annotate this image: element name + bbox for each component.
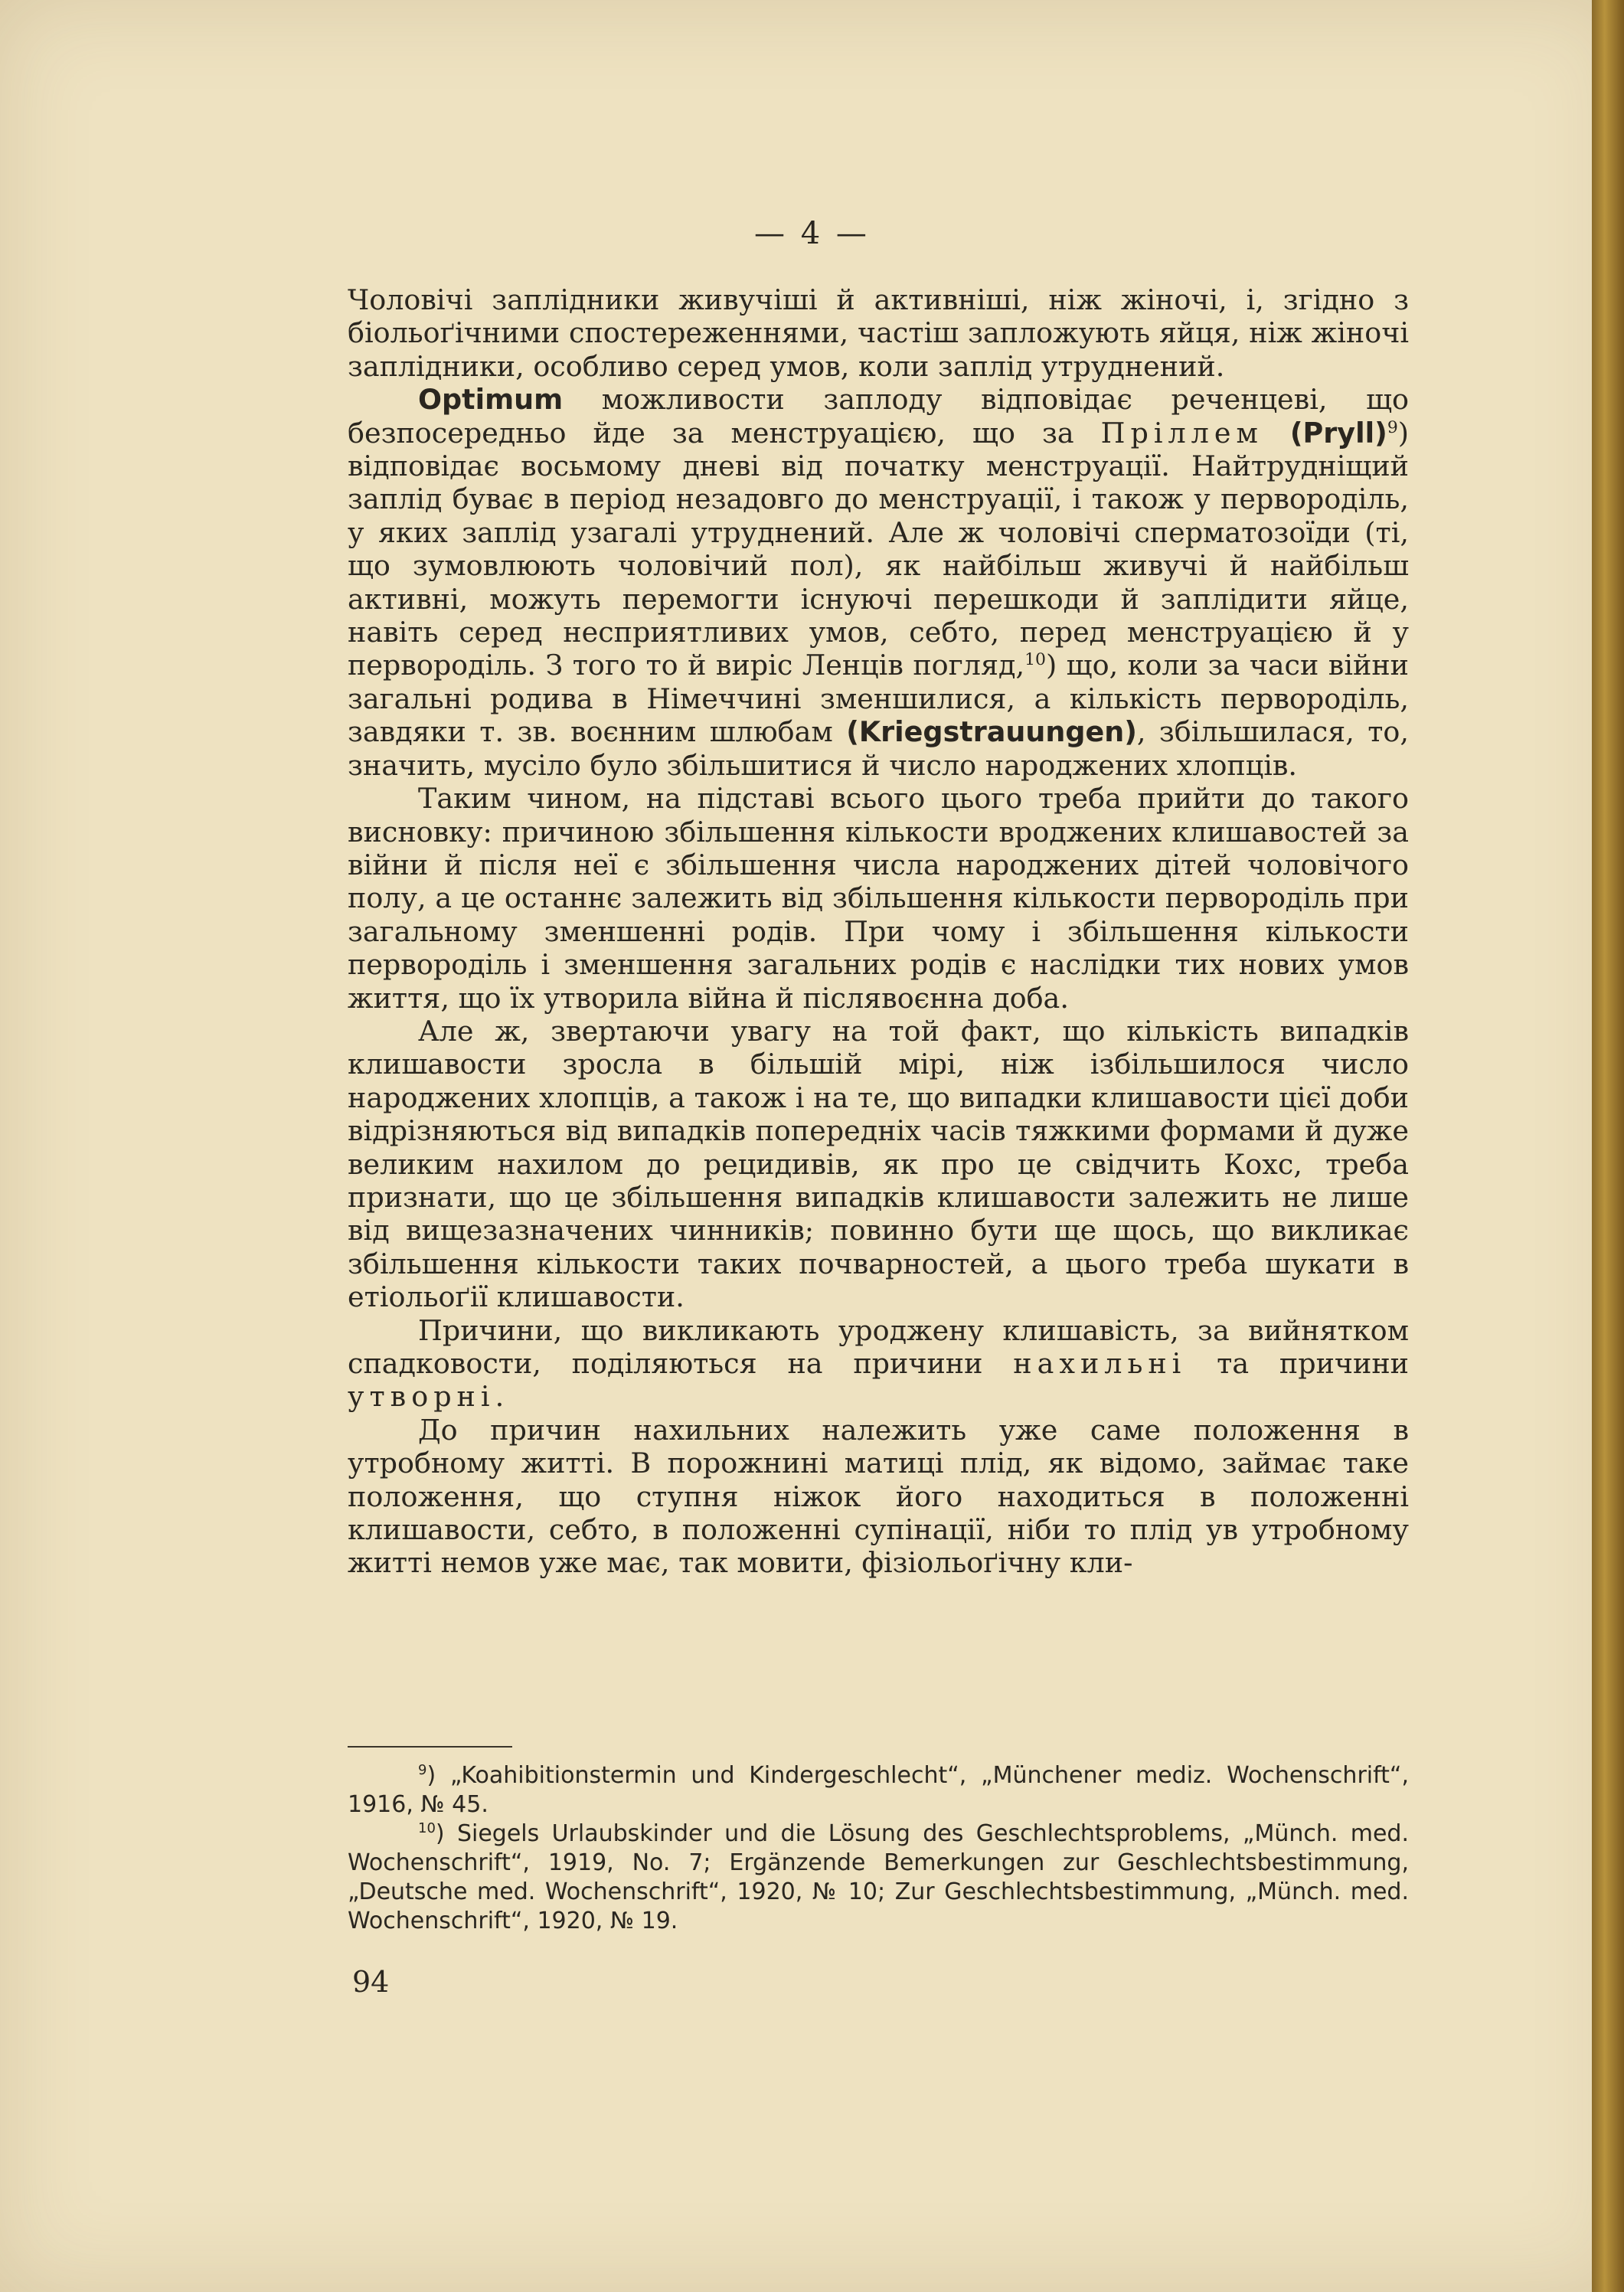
- footnote-9: [348, 1761, 1409, 1820]
- paragraph-5-part-c: .: [495, 1380, 505, 1414]
- footnote-9-text: ) „Koahibitionstermin und Kindergeschlecht“, „Münchener mediz. Wochenschrift“, 1916, № 45.: [348, 1762, 1409, 1818]
- paragraph-2: Optimum можливости заплоду відповідає реченцеві, що безпосередньо йде за менструацією, що за Пріллем (Pryll)$^9$) відповідає восьмому дневі від початку менструації. Найтрудніщий заплід буває в період незадовго до менструації, і також у первороділь, у яких заплід узагалі утруднений. Але ж чоловічі сперматозоїди (ті, що зумовлюють чоловічий пол), як найбільш живучі й найбільш активні, можуть перемогти існуючі перешкоди й заплідити яйце, навіть серед несприятливих умов, себто, перед менструацією й у первороділь. З того то й виріс Ленців погляд,$^{10}$) що, коли за часи війни загальні родива в Німеччині зменшилися, а кількість первороділь, завдяки т. зв. воєнним шлюбам (Kriegstrauungen), збільшилася, то, значить, мусіло було збільшитися й число народжених хлопців.: [348, 383, 1409, 782]
- footnote-divider: [348, 1746, 512, 1748]
- word-utvorni: утворні: [348, 1380, 495, 1414]
- paragraph-1: Чоловічі заплідники живучіші й активніші, ніж жіночі, і, згідно з біольоґічними спостереженнями, частіш запложують яйця, ніж жіночі заплідники, особливо серед умов, коли заплід утруднений.: [348, 283, 1409, 383]
- paragraph-2-part-d: , збільшилася, то, значить, мусіло було збільшитися й число народжених хлопців.: [348, 715, 1409, 782]
- paragraph-2-part-c: що, коли за часи війни загальні родива в Німеччині зменшилися, а кількість первороділь, завдяки т. зв. воєнним шлюбам: [348, 649, 1409, 749]
- page-number-bottom: 94: [352, 1965, 390, 1999]
- footnote-10-text: ) Siegels Urlaubskinder und die Lösung des Geschlechtsproblems, „Münch. med. Wochenschrift“, 1919, No. 7; Ergänzende Bemerkungen zur Geschlechtsbestimmung, „Deutsche med. Wochenschrift“, 1920, № 10; Zur Geschlechtsbestimmung, „Münch. med. Wochenschrift“, 1920, № 19.: [348, 1820, 1409, 1934]
- footnote-9-mark: 9: [418, 1762, 427, 1778]
- paragraph-2-part-a: можливости заплоду відповідає реченцеві, що безпосередньо йде за менструацією, що за: [348, 383, 1409, 450]
- paragraph-5: [348, 1314, 1409, 1414]
- paragraph-5-part-b: та причини: [1186, 1347, 1410, 1380]
- book-edge: [1592, 0, 1624, 2292]
- footnote-ref-10: 10: [1024, 650, 1046, 670]
- page-number-top: — 4 —: [754, 216, 870, 251]
- paragraph-5-part-a: Причини, що викликають уроджену клишавість, за вийнятком спадковости, поділяються на причини: [348, 1313, 1409, 1380]
- term-kriegstrauungen: (Kriegstrauungen): [846, 715, 1137, 749]
- footnotes: [348, 1761, 1409, 1936]
- footnote-10-mark: 10: [418, 1820, 436, 1836]
- paragraph-6: До причин нахильних належить уже саме положення в утробному житті. В порожнині матиці плід, як відомо, займає таке положення, що ступня ніжок його находиться в положенні клишавости, себто, в положенні супінації, ніби то плід ув утробному житті немов уже має, так мовити, фізіольоґічну кли-: [348, 1413, 1409, 1580]
- paragraph-4: Але ж, звертаючи увагу на той факт, що кількість випадків клишавости зросла в більшій мірі, ніж ізбільшилося число народжених хлопців, а також і на те, що випадки клишавости цієї доби відрізняються від випадків попередніх часів тяжкими формами й дуже великим нахилом до рецидивів, як про це свідчить Кохс, треба признати, що це збільшення випадків клишавости залежить не лише від вищезазначених чинників; повинно бути ще щось, що викликає збільшення кількости таких почварностей, а цього треба шукати в етіольоґії клишавости.: [348, 1014, 1409, 1314]
- body-text: [348, 283, 1409, 1580]
- author-name-latin: (Pryll): [1289, 416, 1387, 450]
- footnote-10: [348, 1820, 1409, 1936]
- author-name-pryll: Пріллем: [1100, 416, 1263, 450]
- term-optimum: Optimum: [418, 383, 564, 417]
- footnote-ref-9: 9: [1387, 417, 1398, 437]
- paragraph-3: Таким чином, на підставі всього цього треба прийти до такого висновку: причиною збільшення кількости вроджених клишавостей за війни й після неї є збільшення числа народжених дітей чоловічого полу, а це останнє залежить від збільшення кількости первороділь при загальному зменшенні родів. При чому і збільшення кількости первороділь і зменшення загальних родів є наслідки тих нових умов життя, що їх утворила війна й післявоєнна доба.: [348, 782, 1409, 1015]
- word-nakhylni: нахильні: [1013, 1347, 1187, 1380]
- paragraph-2-part-b: відповідає восьмому дневі від початку менструації. Найтрудніщий заплід буває в період незадовго до менструації, і також у первороділь, у яких заплід узагалі утруднений. Але ж чоловічі сперматозоїди (ті, що зумовлюють чоловічий пол), як найбільш живучі й найбільш активні, можуть перемогти існуючі перешкоди й заплідити яйце, навіть серед несприятливих умов, себто, перед менструацією й у первороділь. З того то й виріс Ленців погляд,: [348, 450, 1409, 682]
